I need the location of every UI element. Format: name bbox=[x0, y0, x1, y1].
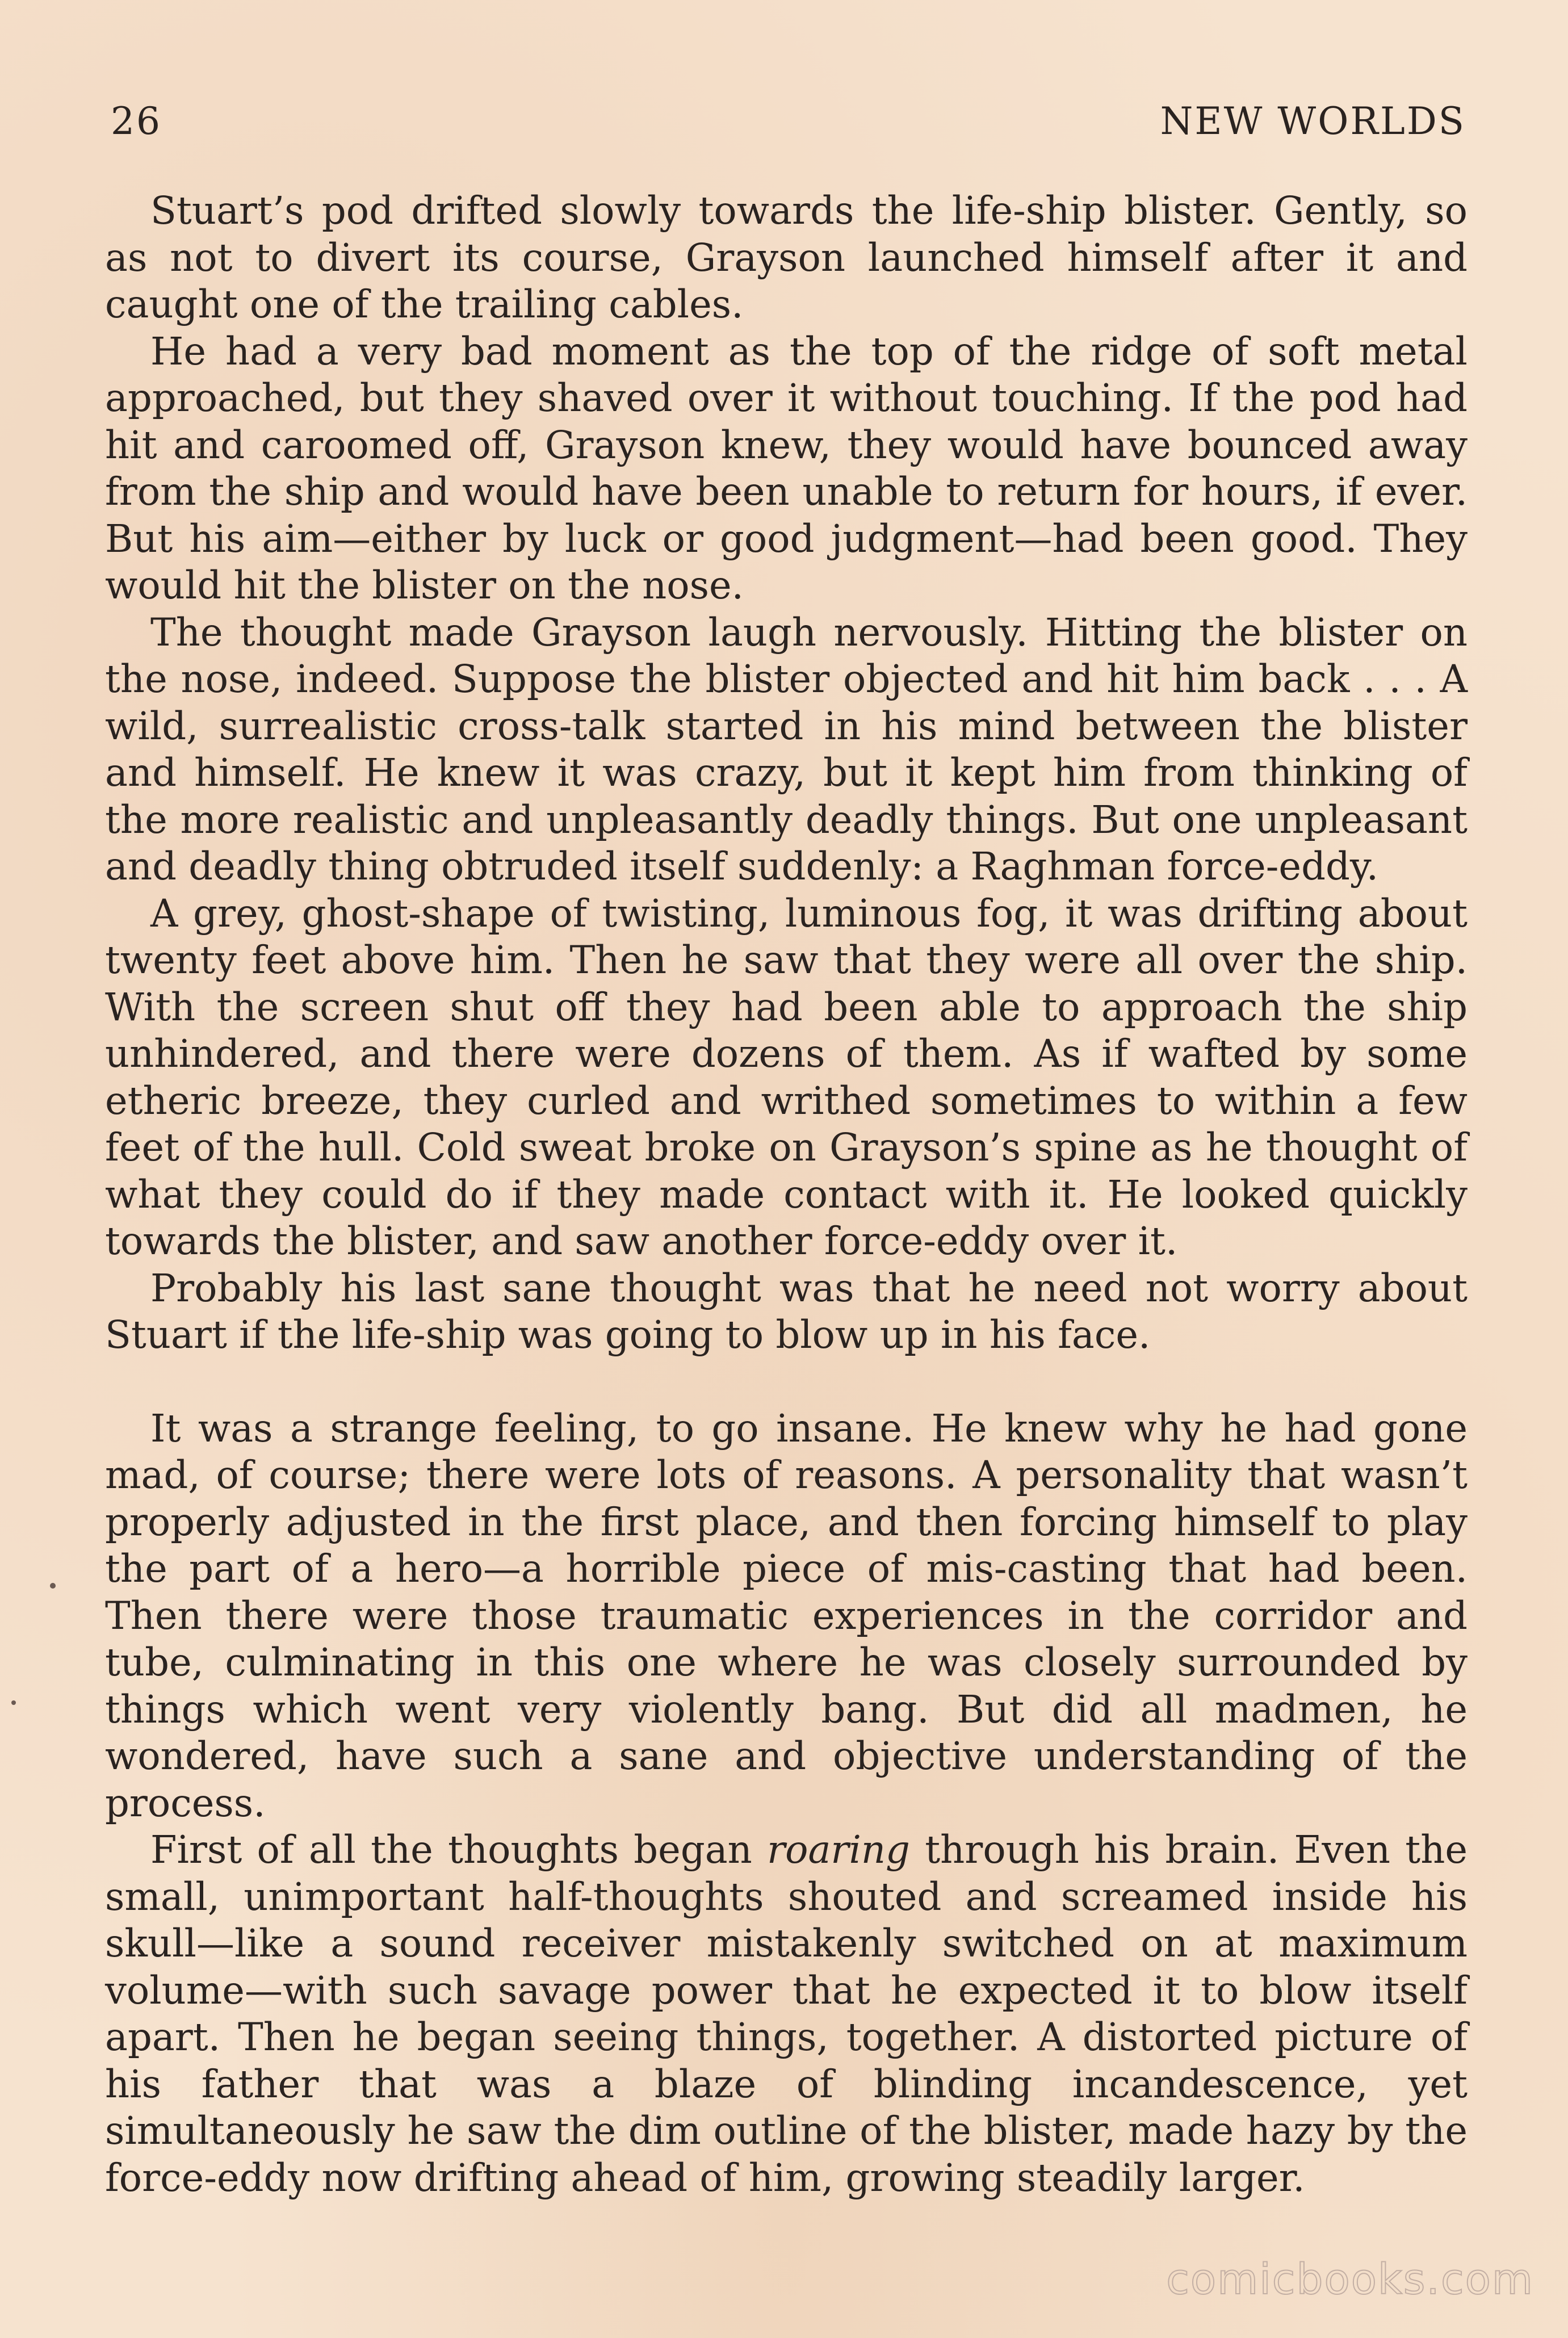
body-text bbox=[105, 187, 1468, 2201]
paragraph bbox=[105, 1826, 1468, 2201]
print-speck bbox=[11, 1700, 16, 1705]
print-speck bbox=[50, 1583, 56, 1589]
paragraph: It was a strange feeling, to go insane. He knew why he had gone mad, of course; there were lots of reasons. A personality that wasn’t properly adjusted in the first place, and then forcing himself to play the part of a hero—a horrible piece of mis-casting that had been. Then there were those traumatic experiences in the corridor and tube, culminating in this one where he was closely surrounded by things which went very violently bang. But did all madmen, he wondered, have such a sane and objective understanding of the process. bbox=[105, 1406, 1468, 1825]
emphasis: roaring bbox=[767, 1828, 910, 1872]
running-head bbox=[111, 99, 1466, 150]
paragraph: Probably his last sane thought was that he need not worry about Stuart if the life-ship was going to blow up in his face. bbox=[105, 1266, 1468, 1357]
paragraph-text: through his brain. Even the small, unimportant half-thoughts shouted and screamed inside his skull—like a sound receiver mistakenly switched on at maximum volume—with such savage power that he expected it to blow itself apart. Then he began seeing things, together. A distorted picture of his father that was a blaze of blinding incandescence, yet simultaneously he saw the dim outline of the blister, made hazy by the force-eddy now drifting ahead of him, growing steadily larger. bbox=[105, 1828, 1468, 2200]
paragraph: Stuart’s pod drifted slowly towards the life-ship blister. Gently, so as not to divert its course, Grayson launched himself after it and caught one of the trailing cables. bbox=[105, 188, 1468, 326]
paragraph: The thought made Grayson laugh nervously. Hitting the blister on the nose, indeed. Suppose the blister objected and hit him back . . . A wild, surrealistic cross-talk started in his mind between the blister and himself. He knew it was crazy, but it kept him from thinking of the more realistic and unpleasantly deadly things. But one unpleasant and deadly thing obtruded itself suddenly: a Raghman force-eddy. bbox=[105, 610, 1468, 889]
page-number: 26 bbox=[111, 99, 162, 143]
watermark: comicbooks.com bbox=[1166, 2255, 1534, 2304]
paragraph: A grey, ghost-shape of twisting, luminous fog, it was drifting about twenty feet above him. Then he saw that they were all over the ship. With the screen shut off they had been able to approach the ship unhindered, and there were dozens of them. As if wafted by some etheric breeze, they curled and writhed sometimes to within a few feet of the hull. Cold sweat broke on Grayson’s spine as he thought of what they could do if they made contact with it. He looked quickly towards the blister, and saw another force-eddy over it. bbox=[105, 891, 1468, 1263]
paragraph-text: First of all the thoughts began bbox=[150, 1828, 768, 1872]
paragraph: He had a very bad moment as the top of the ridge of soft metal approached, but they shaved over it without touching. If the pod had hit and caroomed off, Grayson knew, they would have bounced away from the ship and would have been unable to return for hours, if ever. But his aim—either by luck or good judgment—had been good. They would hit the blister on the nose. bbox=[105, 329, 1468, 607]
running-title: NEW WORLDS bbox=[1160, 99, 1466, 143]
